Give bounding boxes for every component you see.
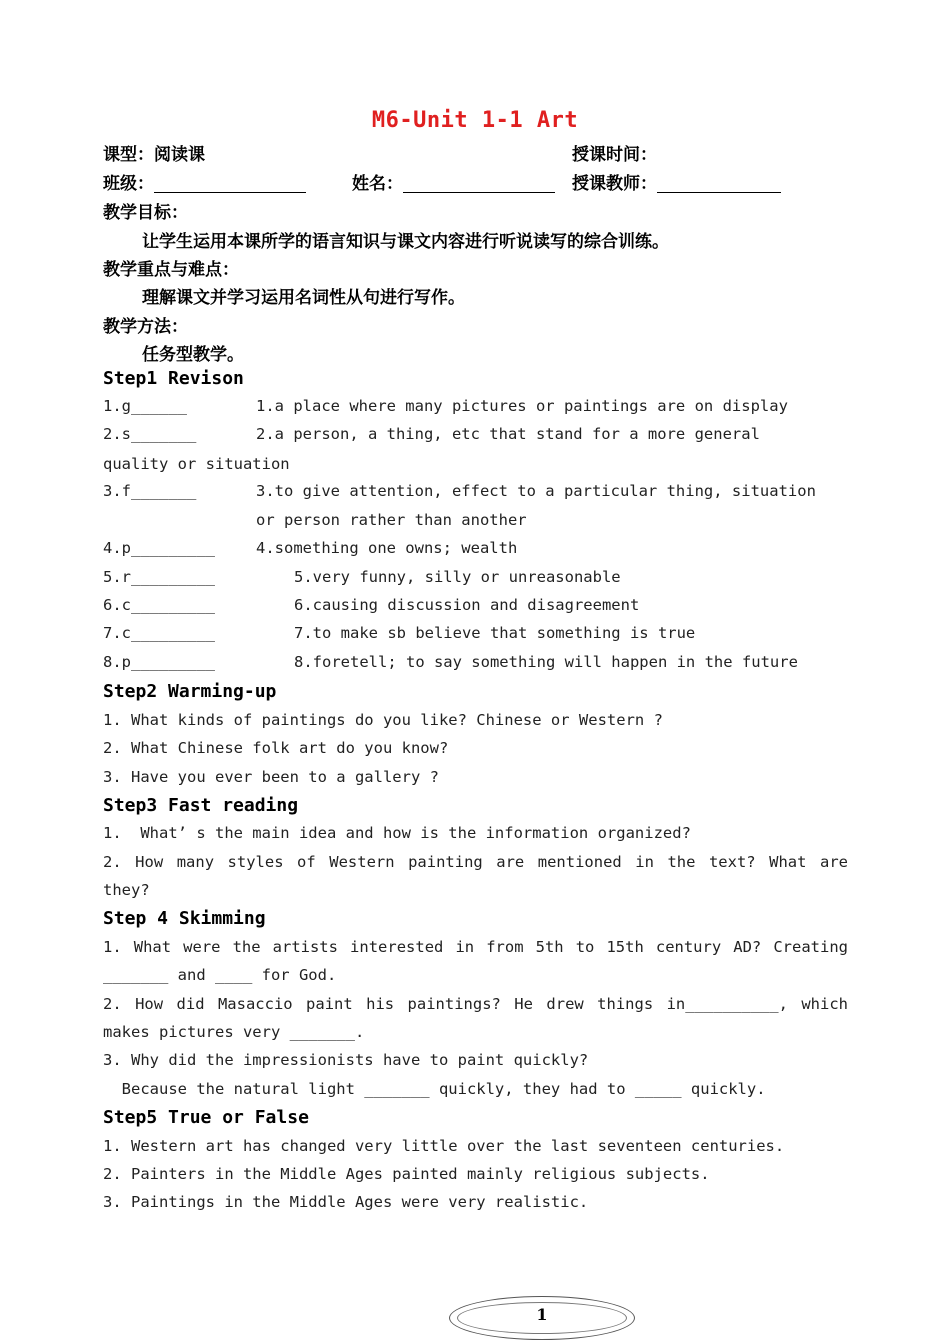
step5-statement-1: 1. Western art has changed very little over the last seventeen centuries. bbox=[103, 1137, 785, 1155]
step5-heading: Step5 True or False bbox=[103, 1107, 309, 1128]
teacher-field bbox=[572, 169, 781, 194]
step4-question-1: 1. What were the artists interested in from 5th to 15th century AD? Creating bbox=[103, 938, 848, 956]
step3-question-1: 1. What’ s the main idea and how is the information organized? bbox=[103, 824, 691, 842]
step2-question-2: 2. What Chinese folk art do you know? bbox=[103, 739, 449, 757]
name-label: 姓名： bbox=[352, 174, 403, 194]
step3-question-2: 2. How many styles of Western painting are mentioned in the text? What are bbox=[103, 853, 848, 871]
vocab-definition-3: 3.to give attention, effect to a particular thing, situation bbox=[256, 482, 816, 500]
vocab-blank-5: 5.r_________ bbox=[103, 568, 215, 586]
vocab-blank-7: 7.c_________ bbox=[103, 624, 215, 642]
vocab-blank-1: 1.g______ bbox=[103, 397, 187, 415]
step2-question-3: 3. Have you ever been to a gallery ? bbox=[103, 768, 439, 786]
teacher-blank bbox=[657, 174, 781, 193]
step2-question-1: 1. What kinds of paintings do you like? Chinese or Western ? bbox=[103, 711, 663, 729]
step3-heading: Step3 Fast reading bbox=[103, 795, 299, 816]
step4-question-2-cont: makes pictures very _______. bbox=[103, 1023, 365, 1041]
vocab-blank-2: 2.s_______ bbox=[103, 425, 197, 443]
class-blank bbox=[154, 174, 306, 193]
methods-label: 教学方法： bbox=[103, 317, 188, 337]
vocab-blank-8: 8.p_________ bbox=[103, 653, 215, 671]
teacher-label: 授课教师： bbox=[572, 174, 657, 194]
class-label: 班级： bbox=[103, 174, 154, 194]
step4-question-1-cont: _______ and ____ for God. bbox=[103, 966, 337, 984]
methods-text: 任务型教学。 bbox=[142, 345, 244, 365]
vocab-definition-6: 6.causing discussion and disagreement bbox=[294, 596, 640, 614]
vocab-definition-7: 7.to make sb believe that something is true bbox=[294, 624, 696, 642]
step4-heading: Step 4 Skimming bbox=[103, 908, 266, 929]
step5-statement-2: 2. Painters in the Middle Ages painted mainly religious subjects. bbox=[103, 1165, 710, 1183]
step3-question-2-cont: they? bbox=[103, 881, 150, 899]
name-blank bbox=[403, 174, 555, 193]
step4-question-3-answer: Because the natural light _______ quickly, they had to _____ quickly. bbox=[103, 1080, 766, 1098]
page-number: 1 bbox=[536, 1305, 548, 1324]
key-points-label: 教学重点与难点： bbox=[103, 260, 239, 280]
course-type: 课型：阅读课 bbox=[103, 145, 205, 165]
vocab-definition-4: 4.something one owns; wealth bbox=[256, 539, 518, 557]
vocab-blank-6: 6.c_________ bbox=[103, 596, 215, 614]
objectives-text: 让学生运用本课所学的语言知识与课文内容进行听说读写的综合训练。 bbox=[142, 232, 669, 252]
key-points-text: 理解课文并学习运用名词性从句进行写作。 bbox=[142, 288, 465, 308]
vocab-blank-4: 4.p_________ bbox=[103, 539, 215, 557]
page-title: M6-Unit 1-1 Art bbox=[371, 108, 579, 133]
vocab-definition-8: 8.foretell; to say something will happen in the future bbox=[294, 653, 798, 671]
step4-question-2: 2. How did Masaccio paint his paintings? He drew things in__________, which bbox=[103, 995, 848, 1013]
vocab-definition-3-cont: or person rather than another bbox=[256, 511, 527, 529]
step4-question-3: 3. Why did the impressionists have to paint quickly? bbox=[103, 1051, 589, 1069]
step2-heading: Step2 Warming-up bbox=[103, 681, 277, 702]
class-field bbox=[103, 169, 306, 194]
vocab-definition-5: 5.very funny, silly or unreasonable bbox=[294, 568, 621, 586]
step1-heading: Step1 Revison bbox=[103, 368, 244, 389]
objectives-label: 教学目标： bbox=[103, 203, 188, 223]
vocab-definition-2-cont: quality or situation bbox=[103, 455, 290, 473]
name-field bbox=[352, 169, 555, 194]
time-label: 授课时间： bbox=[572, 145, 657, 165]
vocab-blank-3: 3.f_______ bbox=[103, 482, 197, 500]
step5-statement-3: 3. Paintings in the Middle Ages were very realistic. bbox=[103, 1193, 589, 1211]
vocab-definition-1: 1.a place where many pictures or paintings are on display bbox=[256, 397, 788, 415]
vocab-definition-2: 2.a person, a thing, etc that stand for a more general bbox=[256, 425, 760, 443]
